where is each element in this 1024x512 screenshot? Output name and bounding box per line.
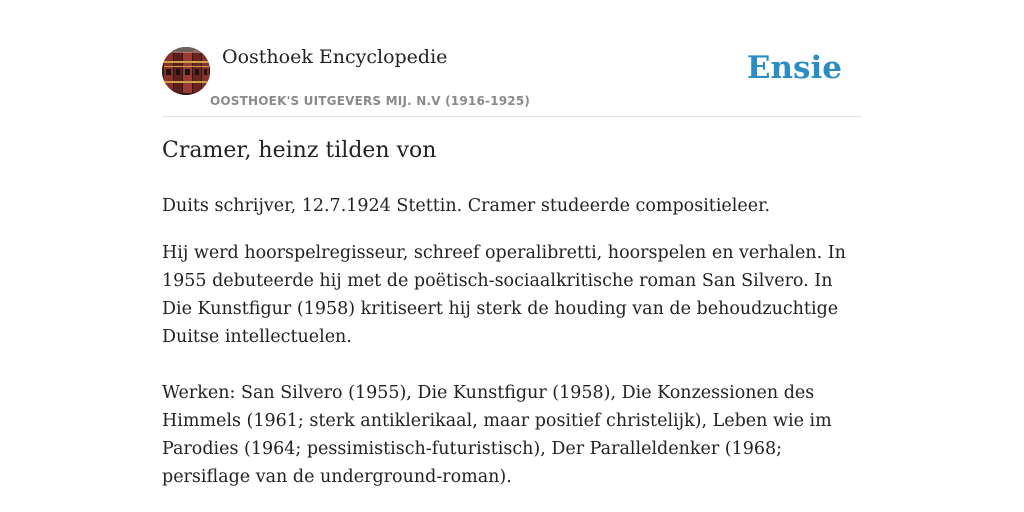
entry-title: Cramer, heinz tilden von bbox=[162, 138, 437, 163]
book-spines-icon bbox=[162, 47, 210, 95]
ensie-logo-link[interactable]: Ensie bbox=[746, 50, 842, 86]
source-subtitle: OOSTHOEK'S UITGEVERS MIJ. N.V (1916-1925) bbox=[210, 94, 531, 108]
source-title[interactable]: Oosthoek Encyclopedie bbox=[222, 46, 448, 68]
entry-body bbox=[162, 192, 862, 491]
source-header bbox=[162, 44, 862, 117]
entry-paragraph-career: Hij werd hoorspelregisseur, schreef operalibretti, hoorspelen en verhalen. In 1955 debuteerde hij met de poëtisch-sociaalkritische roman San Silvero. In Die Kunstfigur (1958) kritiseert hij sterk de houding van de behoudzuchtige Duitse intellectuelen. bbox=[162, 243, 846, 347]
source-avatar[interactable] bbox=[162, 47, 210, 95]
entry-paragraph-works: Werken: San Silvero (1955), Die Kunstfigur (1958), Die Konzessionen des Himmels (1961; sterk antiklerikaal, maar positief christelijk), Leben wie im Parodies (1964; pessimistisch-futuristisch), Der Paralleldenker (1968; persiflage van de underground-roman). bbox=[162, 383, 832, 487]
entry-paragraph-intro: Duits schrijver, 12.7.1924 Stettin. Cramer studeerde compositieleer. bbox=[162, 196, 771, 216]
